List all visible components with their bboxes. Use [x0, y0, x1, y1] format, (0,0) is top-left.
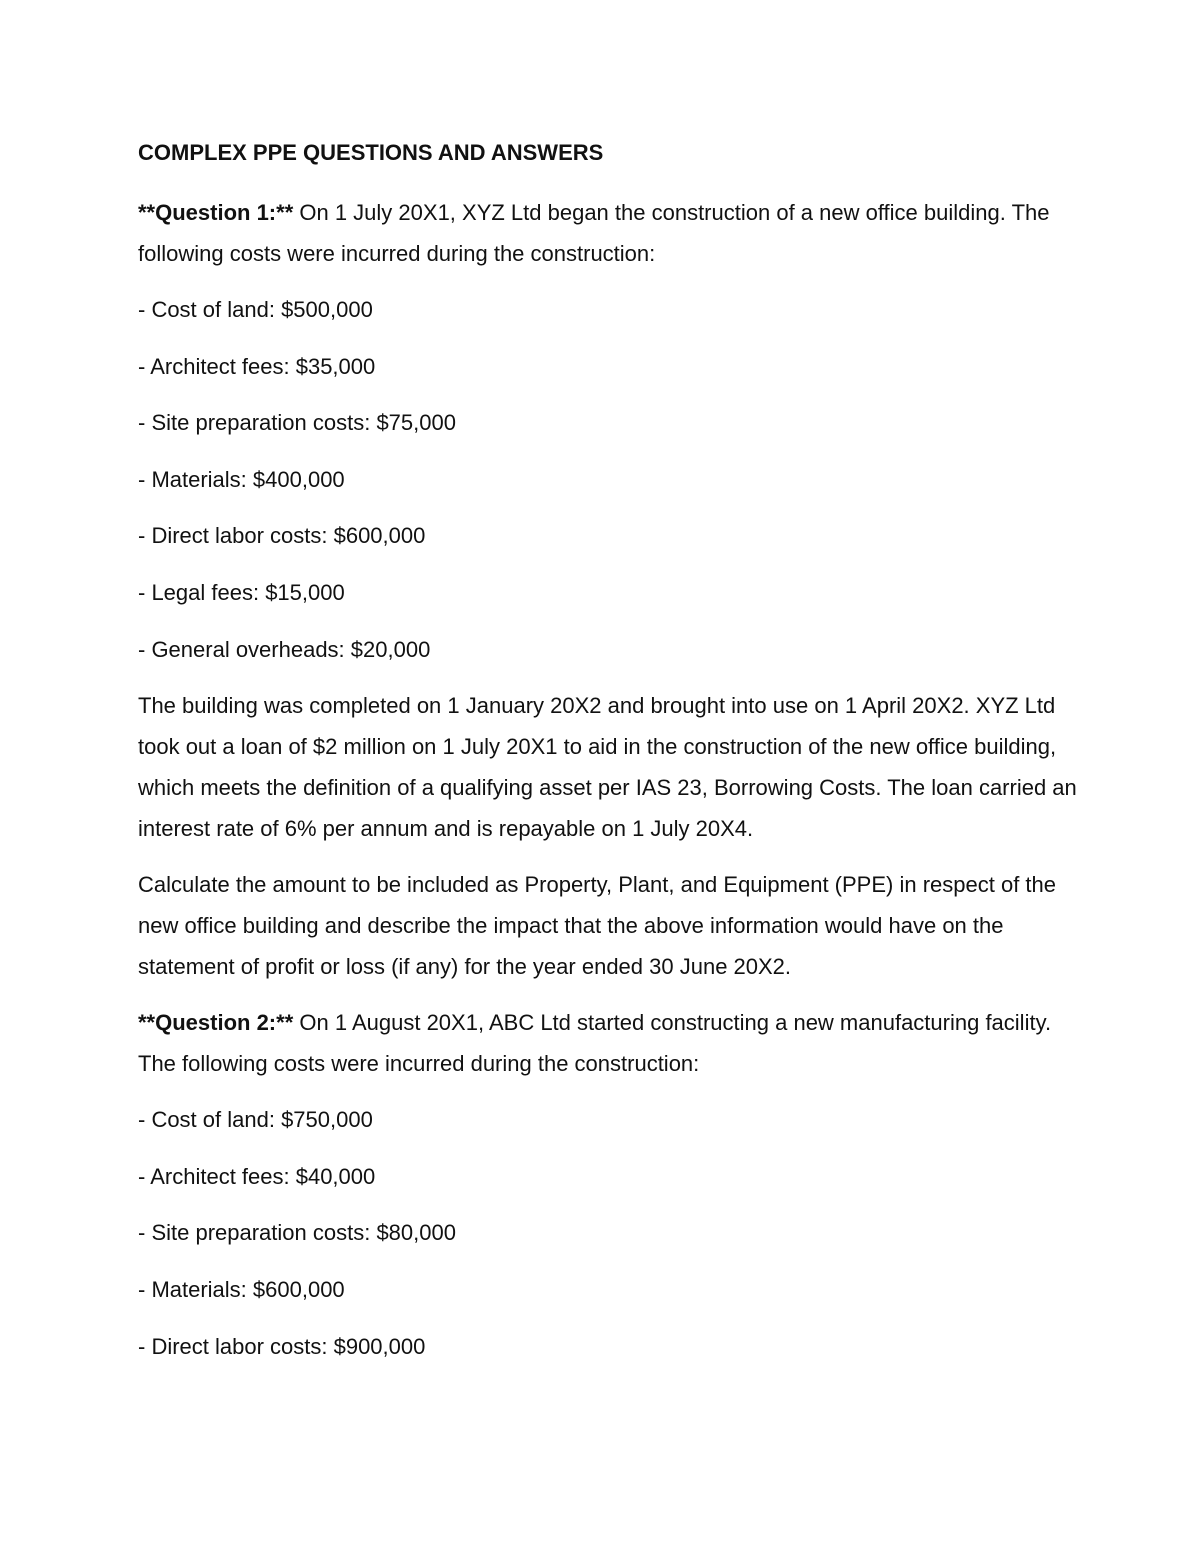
question-1-paragraph-loan: The building was completed on 1 January 20X2 and brought into use on 1 April 20X2. XYZ Ltd took out a loan of $2 million on 1 July 20X1 to aid in the construction of the new office building, which meets the definition of a qualifying asset per IAS 23, Borrowing Costs. The loan carried an interest rate of 6% per annum and is repayable on 1 July 20X4. [138, 693, 1077, 842]
cost-item-materials: - Materials: $400,000 [138, 466, 345, 492]
cost-item-general-overheads: - General overheads: $20,000 [138, 636, 431, 662]
cost-item-legal-fees: - Legal fees: $15,000 [138, 579, 345, 605]
question-1-label: **Question 1:** [138, 200, 294, 225]
question-2-intro [138, 1002, 1078, 1084]
question-1-intro [138, 192, 1078, 274]
cost-item-architect-fees: - Architect fees: $35,000 [138, 353, 376, 379]
question-1-intro-text: On 1 July 20X1, XYZ Ltd began the construction of a new office building. The following costs were incurred during the construction: [138, 200, 1050, 266]
question-1-paragraph-task: Calculate the amount to be included as Property, Plant, and Equipment (PPE) in respect of the new office building and describe the impact that the above information would have on the statement of profit or loss (if any) for the year ended 30 June 20X2. [138, 872, 1057, 980]
document-title: COMPLEX PPE QUESTIONS AND ANSWERS [138, 140, 604, 165]
question-1-cost-list [138, 289, 1078, 670]
cost-item-site-preparation: - Site preparation costs: $75,000 [138, 410, 456, 436]
question-2-cost-list [138, 1099, 1078, 1366]
document-content [138, 138, 1078, 1382]
cost-item-direct-labor: - Direct labor costs: $600,000 [138, 523, 426, 549]
cost-item-materials: - Materials: $600,000 [138, 1276, 345, 1302]
cost-item-land: - Cost of land: $750,000 [138, 1107, 373, 1133]
cost-item-architect-fees: - Architect fees: $40,000 [138, 1163, 376, 1189]
question-2-label: **Question 2:** [138, 1010, 294, 1036]
cost-item-site-preparation: - Site preparation costs: $80,000 [138, 1220, 456, 1246]
cost-item-land: - Cost of land: $500,000 [138, 297, 373, 322]
question-2-intro-text: On 1 August 20X1, ABC Ltd started constructing a new manufacturing facility. The following costs were incurred during the construction: [138, 1010, 1052, 1077]
cost-item-direct-labor: - Direct labor costs: $900,000 [138, 1333, 426, 1359]
